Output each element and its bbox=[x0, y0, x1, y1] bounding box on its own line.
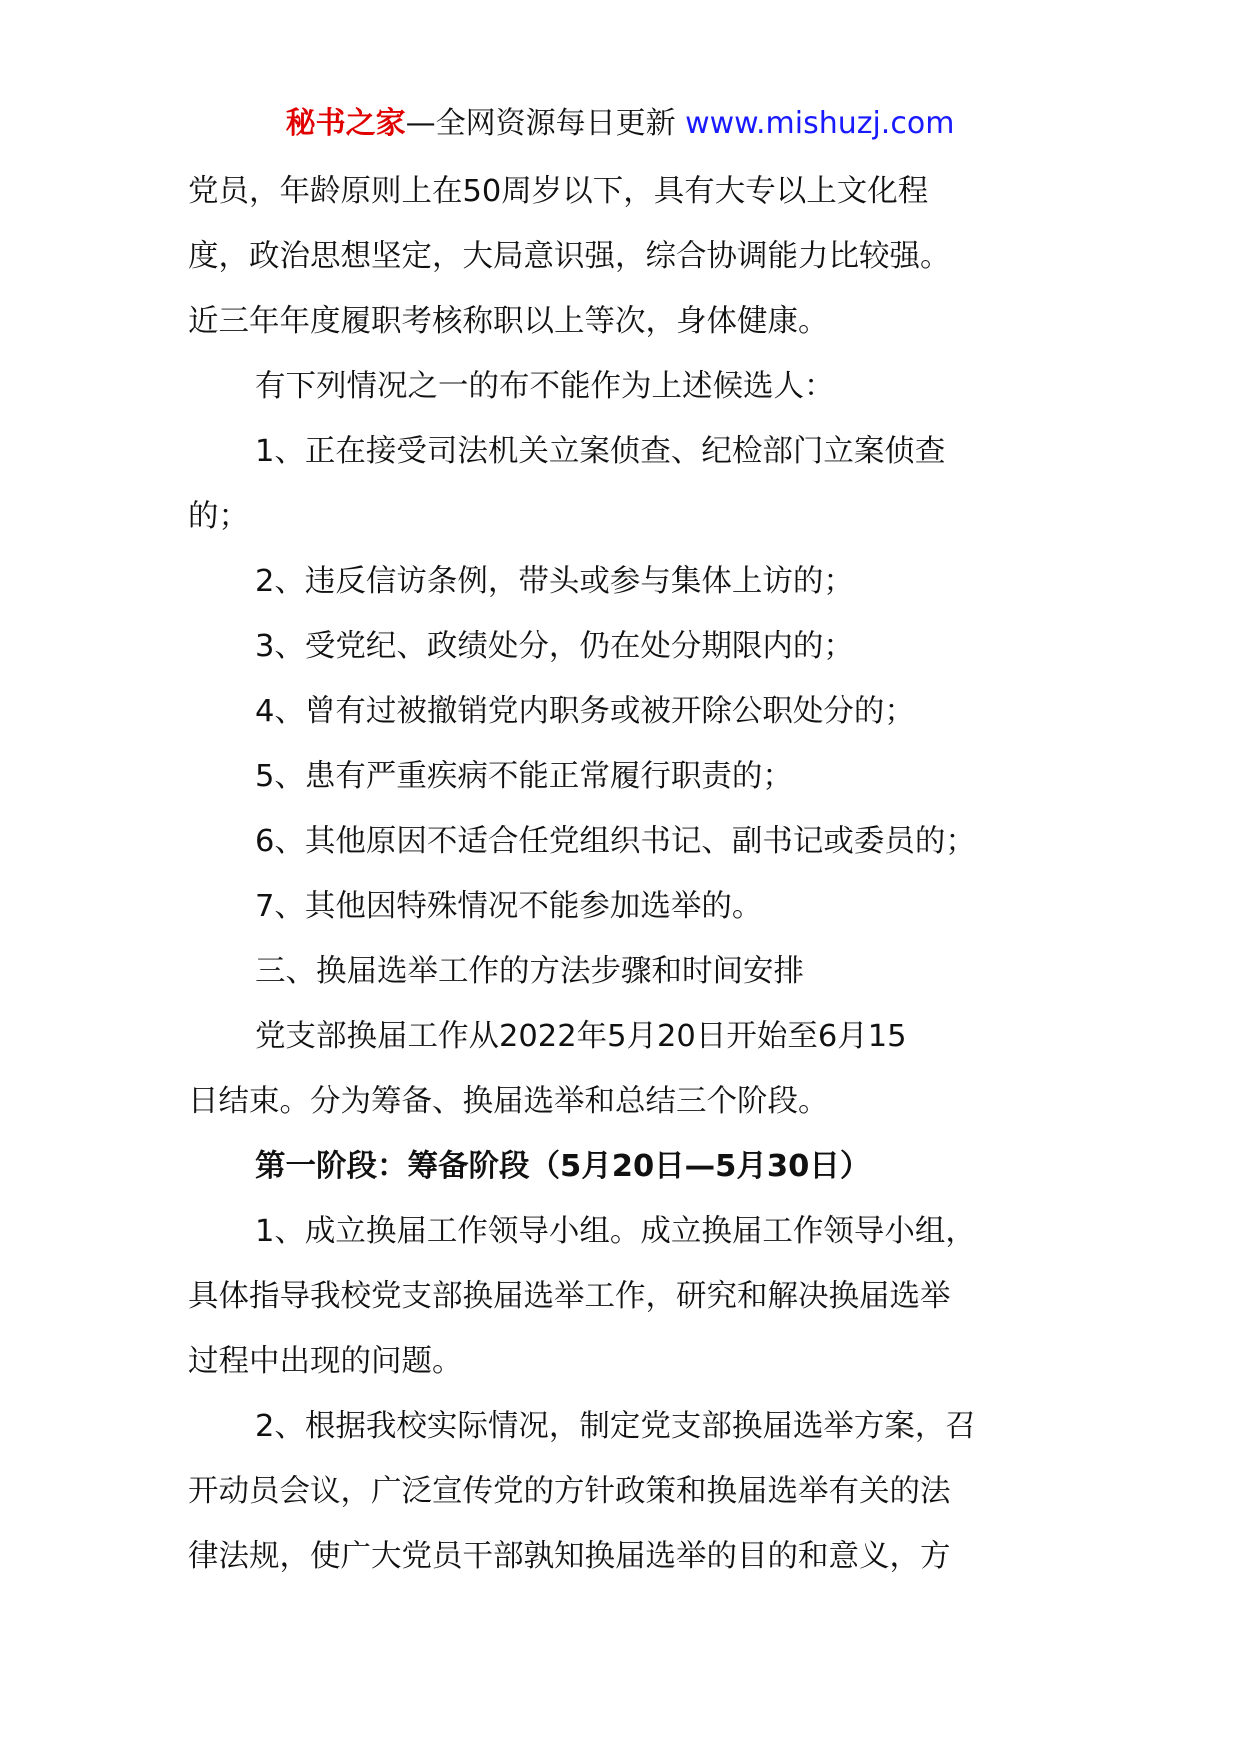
brand-name: 秘书之家 bbox=[285, 106, 406, 141]
text-line: 律法规，使广大党员干部孰知换届选举的目的和意义，方 bbox=[188, 1539, 951, 1574]
text-line: 开动员会议，广泛宣传党的方针政策和换届选举有关的法 bbox=[188, 1474, 951, 1509]
document-body bbox=[188, 159, 1058, 1589]
phase-heading: 第一阶段：筹备阶段（5月20日—5月30日） bbox=[255, 1149, 871, 1184]
text-line: 过程中出现的问题。 bbox=[188, 1344, 463, 1379]
list-item: 2、根据我校实际情况，制定党支部换届选举方案，召 bbox=[255, 1409, 976, 1444]
header-tagline: —全网资源每日更新 bbox=[405, 106, 676, 141]
text-line: 的； bbox=[188, 499, 249, 534]
section-heading: 三、换届选举工作的方法步骤和时间安排 bbox=[255, 954, 804, 989]
text-line: 日结束。分为筹备、换届选举和总结三个阶段。 bbox=[188, 1084, 829, 1119]
list-item: 5、患有严重疾病不能正常履行职责的； bbox=[255, 759, 793, 794]
list-item: 2、违反信访条例，带头或参与集体上访的； bbox=[255, 564, 854, 599]
list-item: 6、其他原因不适合任党组织书记、副书记或委员的； bbox=[255, 824, 976, 859]
text-line: 有下列情况之一的布不能作为上述候选人： bbox=[255, 369, 835, 404]
list-item: 7、其他因特殊情况不能参加选举的。 bbox=[255, 889, 763, 924]
text-line: 党员，年龄原则上在50周岁以下，具有大专以上文化程 bbox=[188, 174, 929, 209]
website-link[interactable]: www.mishuzj.com bbox=[675, 106, 955, 141]
text-line: 度，政治思想坚定，大局意识强，综合协调能力比较强。 bbox=[188, 239, 951, 274]
text-line: 党支部换届工作从2022年5月20日开始至6月15 bbox=[255, 1019, 907, 1054]
list-item: 1、正在接受司法机关立案侦查、纪检部门立案侦查 bbox=[255, 434, 946, 469]
list-item: 4、曾有过被撤销党内职务或被开除公职处分的； bbox=[255, 694, 915, 729]
page-header bbox=[0, 102, 1240, 146]
text-line: 具体指导我校党支部换届选举工作，研究和解决换届选举 bbox=[188, 1279, 951, 1314]
list-item: 3、受党纪、政绩处分，仍在处分期限内的； bbox=[255, 629, 854, 664]
text-line: 近三年年度履职考核称职以上等次，身体健康。 bbox=[188, 304, 829, 339]
list-item: 1、成立换届工作领导小组。成立换届工作领导小组， bbox=[255, 1214, 976, 1249]
